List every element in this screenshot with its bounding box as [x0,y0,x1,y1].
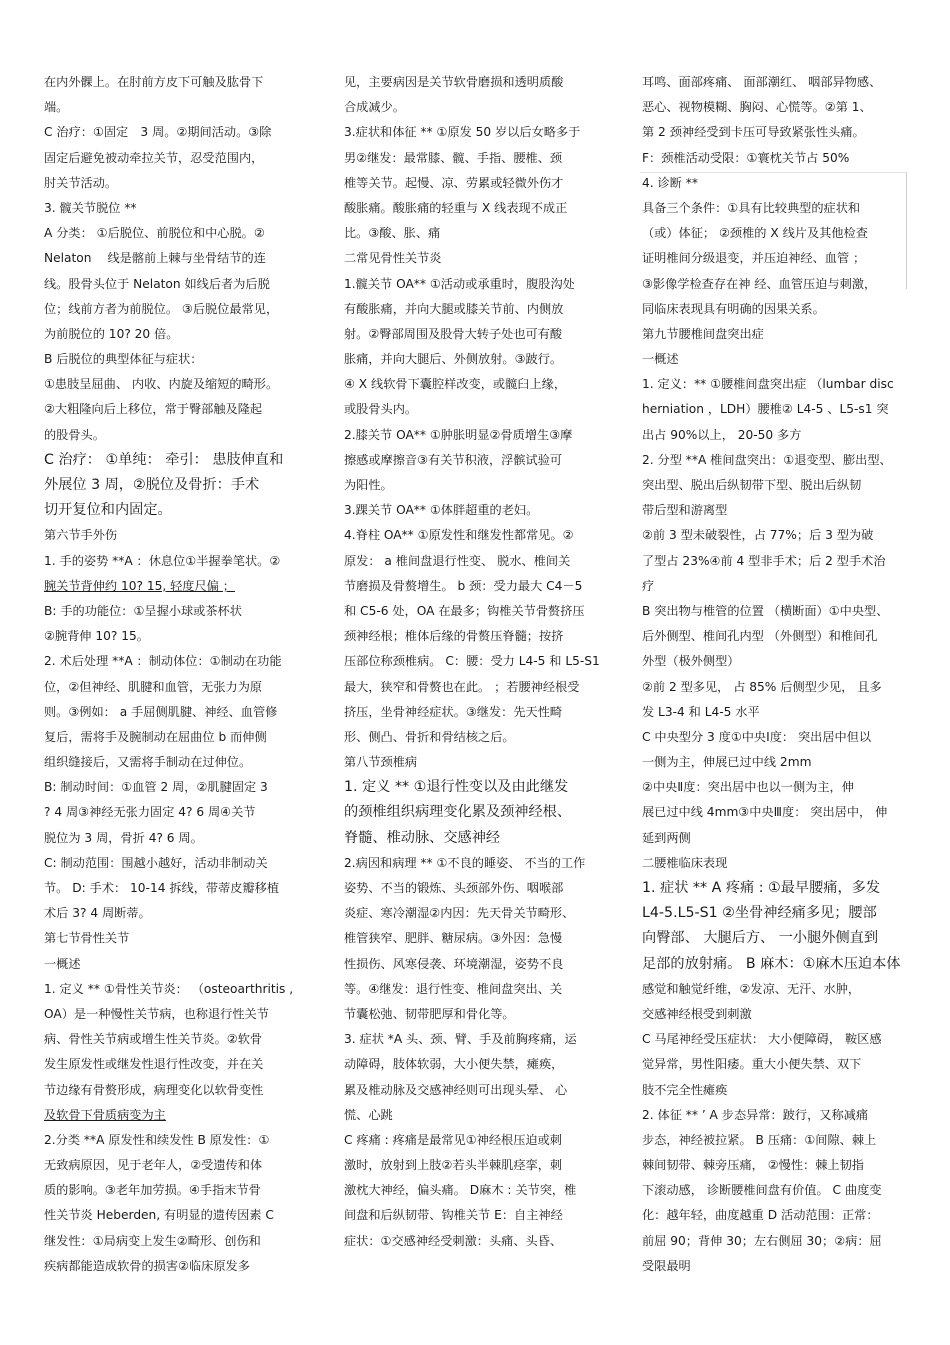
text-line: 则。③例如： a 手屈侧肌腱、神经、血管修 [44,704,278,719]
text-line: 化：越年轻，曲度越重 D 活动范围：正常： [642,1208,879,1223]
text-line: 形、侧凸、骨折和骨结核之后。 [344,729,515,744]
text-line: 在内外髁上。在肘前方皮下可触及肱骨下 [44,75,264,89]
text-line: ④ X 线软骨下囊腔样改变，或髋臼上缘， [344,377,567,392]
text-line: 2.膝关节 OA** ①肿胀明显②骨质增生③摩 [344,427,573,442]
text-line: 病、骨性关节病或增生性关节炎。②软骨 [44,1032,263,1047]
text-line: 具备三个条件：①具有比较典型的症状和 [642,200,861,215]
text-line: 椎等关节。起慢、凉、劳累或轻微外伤才 [344,175,564,190]
text-line: 二腰椎临床表现 [642,855,728,870]
text-line: 了型占 23%④前 4 型非手术；后 2 型手术治 [642,553,886,568]
text-line: C 疼痛 : 疼痛是最常见①神经根压迫或刺 [344,1132,562,1147]
text-line: 症状：①交感神经受刺激：头痛、头昏、 [344,1233,563,1248]
text-line: Nelaton 线是髂前上棘与坐骨结节的连 [44,251,266,266]
text-line: 3. 症状 *A 头、颈、臂、手及前胸疼痛，运 [344,1032,577,1047]
text-line: 3.踝关节 OA** ①体胖超重的老妇。 [344,503,539,518]
text-line: 同临床表现具有明确的因果关系。 [642,301,825,316]
text-line: 1. 手的姿势 **A ：休息位①半握拳笔状。② [44,553,281,568]
text-line: 擦感或摩擦音③有关节积液，浮髌试验可 [344,452,563,467]
text-line: 肘关节活动。 [44,175,118,190]
text-line: 疾病都能造成软骨的损害②临床原发多 [44,1258,250,1273]
text-line: 节。 D: 手术： 10-14 拆线，带蒂皮瓣移植 [44,881,280,895]
text-line: C 中央型分 3 度①中央Ⅰ度： 突出居中但以 [642,729,872,744]
text-line: ③影像学检查存在神 经、血管压迫与刺激， [642,276,877,291]
text-line: 无致病原因，见于老年人，②受遗传和体 [44,1158,263,1173]
text-line: 酸胀痛。酸胀痛的轻重与 X 线表现不成正 [344,200,568,215]
text-line: 发 L3-4 和 L4-5 水平 [642,704,760,719]
text-line: 展已过中线 4mm③中央Ⅲ度： 突出居中， 伸 [642,805,888,820]
text-line: herniation ，LDH）腰椎② L4-5 、L5-s1 突 [642,402,889,417]
text-line: C 治疗：①固定 3 周。②期间活动。③除 [44,125,272,140]
text-line: 挤压，坐骨神经症状。③继发：先天性畸 [344,704,563,719]
text-line: 4. 诊断 ** [642,175,698,190]
text-line: 1. 症状 ** A 疼痛 : ①最早腰痛，多发 [642,880,881,896]
text-line: 第 2 颈神经受到卡压可导致紧张性头痛。 [642,125,865,140]
text-line: 合成减少。 [344,100,405,115]
text-line: 颈神经根；椎体后缘的骨赘压脊髓；按挤 [344,629,564,644]
text-line: 前屈 90；背伸 30；左右侧屈 30；②病：屈 [642,1233,882,1248]
text-line: 3. 髋关节脱位 ** [44,200,137,215]
text-line: 组织缝接后，又需将手制动在过伸位。 [44,755,252,770]
text-line: B 突出物与椎管的位置 （横断面）①中央型、 [642,603,889,618]
text-line: 恶心、视物模糊、胸闷、心慌等。②第 1、 [642,100,872,115]
text-line: 端。 [44,100,69,115]
text-line: ②前 2 型多见， 占 85% 后侧型少见， 且多 [642,679,882,694]
text-line: C 马尾神经受压症状： 大小便障碍， 鞍区感 [642,1032,882,1047]
text-column-2 [344,70,616,1254]
text-column-3 [642,70,910,1279]
text-line: 有酸胀痛，并向大腿或膝关节前、内侧放 [344,301,564,316]
text-line: 椎管狭窄、肥胖、糖尿病。③外因：急慢 [344,931,563,946]
text-line: 节囊松弛、韧带肥厚和骨化等。 [344,1006,515,1021]
text-line: 下滚动感， 诊断腰椎间盘有价值。 C 曲度变 [642,1183,882,1198]
text-line: 1. 定义 ** ①骨性关节炎： （osteoarthritis , [44,981,294,996]
text-line: 位；线前方者为前脱位。 ③后脱位最常见， [44,301,279,316]
text-line: 固定后避免被动牵拉关节，忍受范围内， [44,150,264,165]
text-line: 等。④继发：退行性变、椎间盘突出、关 [344,981,563,996]
text-line: 外展位 3 周，②脱位及骨折：手术 [44,477,260,493]
text-line: 复后，需将手及腕制动在屈曲位 b 而伸侧 [44,729,267,744]
text-line: 为前脱位的 10? 20 倍。 [44,326,179,341]
text-line: 炎症、寒冷潮湿②内因：先天骨关节畸形、 [344,906,575,921]
text-line: C: 制动范围：围越小越好，活动非制动关 [44,855,268,870]
text-line: 一概述 [642,352,679,367]
text-line: 切开复位和内固定。 [44,502,172,519]
text-line: 一侧为主，伸展已过中线 2mm [642,755,812,770]
text-line: 发生原发性或继发性退行性改变，并在关 [44,1057,264,1072]
text-line: 动障碍，肢体软弱，大小便失禁，瘫痪， [344,1057,564,1072]
text-line: 比。③酸、胀、痛 [344,226,441,241]
text-line: ②大粗隆向后上移位，常于臀部触及隆起 [44,402,263,417]
text-line: 最大，狭窄和骨赘也在此。 ；若腰神经根受 [344,679,580,694]
text-line: 延到两侧 [642,830,691,845]
text-line: 节边缘有骨赘形成，病理变化以软骨变性 [44,1082,264,1097]
text-line: 1. 定义 ** ①退行性变以及由此继发 [344,779,569,796]
text-line: 突出型、脱出后纵韧带下型、脱出后纵韧 [642,478,862,492]
text-line: 间盘和后纵韧带、钩椎关节 E：自主神经 [344,1208,563,1223]
text-line: L4-5.L5-S1 ②坐骨神经痛多见；腰部 [642,905,877,922]
text-line: 1.髋关节 OA** ①活动或承重时，腹股沟处 [344,276,575,291]
text-line: 一概述 [44,956,81,971]
text-line: 激枕大神经，偏头痛。 D麻木 : 关节突，椎 [344,1183,577,1198]
text-line: 胀痛，并向大腿后、外侧放射。③跛行。 [344,352,563,367]
text-line: 3.症状和体征 ** ①原发 50 岁以后女略多于 [344,125,581,140]
text-line: 向臀部、 大腿后方、 一小腿外侧直到 [642,930,879,947]
text-line: 性损伤、风寒侵袭、环境潮湿，姿势不良 [344,956,564,971]
text-line: 疗 [642,578,655,593]
text-line: 姿势、不当的锻炼、头颈部外伤、咽喉部 [344,881,564,895]
text-line: 足部的放射痛。 B 麻木：①麻木压迫本体 [642,955,901,972]
text-line: 耳鸣、面部疼痛、 面部潮红、 咽部异物感、 [642,75,882,89]
text-line: 男②继发：最常膝、髋、手指、腰椎、颈 [344,150,563,165]
text-line: 2.分类 **A 原发性和续发性 B 原发性：① [44,1132,270,1147]
text-line: 第七节骨性关节 [44,931,130,946]
text-line: 激时，放射到上肢②若头半棘肌痉挛，刺 [344,1158,563,1173]
text-line: 位，②但神经、肌腱和血管，无张力为原 [44,679,263,694]
text-line: 的颈椎组织病理变化累及颈神经根、 [344,804,572,821]
text-line: 4.脊柱 OA** ①原发性和继发性都常见。② [344,528,574,543]
text-line: 证明椎间分级退变，并压迫神经、血管 ； [642,251,866,266]
text-line: 出占 90%以上， 20-50 多方 [642,427,802,442]
text-line: 性关节炎 Heberden, 有明显的遗传因素 C [44,1208,274,1223]
text-line: 腕关节背伸约 10? 15, 轻度尺偏 ； [44,578,235,593]
text-line: 术后 3? 4 周断蒂。 [44,906,151,921]
text-line: 交感神经根受到刺激 [642,1006,752,1021]
text-line: ①患肢呈屈曲、 内收、内旋及缩短的畸形。 [44,377,279,392]
text-line: 受限最明 [642,1258,691,1273]
text-line: B: 制动时间：①血管 2 周，②肌腱固定 3 [44,780,268,795]
text-line: 2. 术后处理 **A ：制动体位：①制动在功能 [44,654,282,669]
text-line: 慌、心跳 [344,1107,393,1122]
text-line: 2. 分型 **A 椎间盘突出：①退变型、膨出型、 [642,452,892,467]
text-line: 二常见骨性关节炎 [344,251,442,266]
text-line: 累及椎动脉及交感神经则可出现头晕、 心 [344,1082,568,1097]
text-line: 和 C5-6 处，OA 在最多；钩椎关节骨赘挤压 [344,603,585,618]
text-line: 的股骨头。 [44,427,105,442]
text-line: 及软骨下骨质病变为主 [44,1107,166,1122]
text-line: ②腕背伸 10? 15。 [44,629,149,644]
text-line: 后外侧型、椎间孔内型 （外侧型）和椎间孔 [642,629,878,644]
text-line: 2.病因和病理 ** ①不良的睡姿、 不当的工作 [344,855,586,870]
text-line: （或）体征； ②颈椎的 X 线片及其他检查 [642,226,868,241]
text-line: 第六节手外伤 [44,528,118,543]
text-line: 第九节腰椎间盘突出症 [642,326,764,341]
text-line: 继发性：①局病变上发生②畸形、创伤和 [44,1233,261,1248]
text-line: ②前 3 型未破裂性，占 77%；后 3 型为破 [642,528,874,543]
text-line: 见，主要病因是关节软骨磨损和透明质酸 [344,75,564,89]
text-line: 为阳性。 [344,478,393,492]
text-line: 质的影响。③老年加劳损。④手指末节骨 [44,1183,261,1198]
text-line: 原发： a 椎间盘退行性变、 脱水、椎间关 [344,553,571,568]
text-line: F：颈椎活动受限：①寰枕关节占 50% [642,150,850,165]
text-line: 2. 体征 ** ’ A 步态异常：跛行，又称减痛 [642,1107,869,1122]
text-line: 射。②臀部周围及股骨大转子处也可有酸 [344,326,563,341]
text-line: 线。股骨头位于 Nelaton 如线后者为后脱 [44,276,270,291]
text-line: 步态，神经被拉紧。 B 压痛：①间隙、棘上 [642,1132,877,1147]
text-line: 脱位为 3 周，骨折 4? 6 周。 [44,830,203,845]
text-line: 肢不完全性瘫痪 [642,1082,728,1097]
text-line: 节磨损及骨赘增生。 b 颈：受力最大 C4－5 [344,578,583,593]
text-line: 脊髓、椎动脉、交感神经 [344,829,501,846]
text-line: B: 手的功能位：①呈握小球或茶杯状 [44,603,242,618]
text-line: OA）是一种慢性关节病，也称退行性关节 [44,1006,269,1021]
text-line: 或股骨头内。 [344,402,418,417]
text-line: ②中央Ⅱ度：突出居中也以一侧为主，伸 [642,780,854,795]
text-line: 第八节颈椎病 [344,755,418,770]
text-line: 1. 定义：** ①腰椎间盘突出症 （lumbar disc [642,377,894,392]
text-line: 带后型和游离型 [642,503,728,518]
text-line: C 治疗： ①单纯： 牵引： 患肢伸直和 [44,451,284,468]
text-line: A 分类： ①后脱位、前脱位和中心脱。② [44,226,265,241]
text-line: 外型（极外侧型） [642,654,740,669]
text-line: 压部位称颈椎病。 C：腰：受力 L4-5 和 L5-S1 [344,654,600,669]
text-line: 觉异常，男性阳痿。重大小便失禁、双下 [642,1057,862,1072]
text-line: ? 4 周③神经无张力固定 4? 6 周④关节 [44,805,256,820]
text-column-1 [44,70,316,1279]
text-line: 感觉和触觉纤维，②发凉、无汗、水肿， [642,981,861,996]
text-line: 棘间韧带、棘旁压痛， ②慢性：棘上韧指 [642,1158,864,1173]
text-line: B 后脱位的典型体征与症状： [44,352,203,367]
